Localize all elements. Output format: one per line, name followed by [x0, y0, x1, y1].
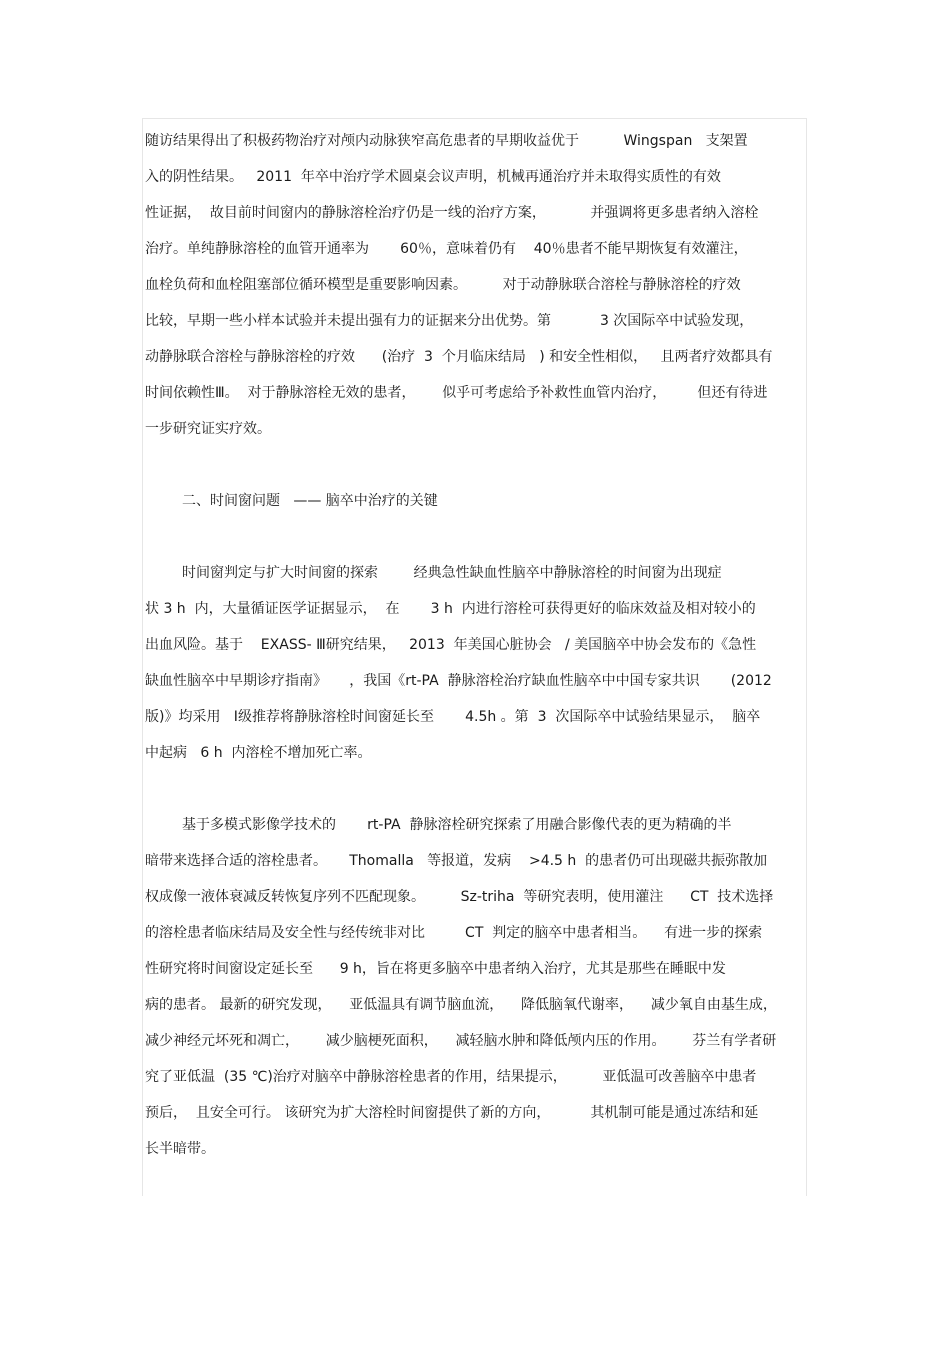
- paragraph-1-line: 一步研究证实疗效。: [145, 421, 271, 437]
- paragraph-1-line: 血栓负荷和血栓阻塞部位循环模型是重要影响因素。 对于动静脉联合溶栓与静脉溶栓的疗效: [145, 277, 741, 293]
- paragraph-3-line: 长半暗带。: [145, 1141, 215, 1157]
- paragraph-1-line: 随访结果得出了积极药物治疗对颅内动脉狭窄高危患者的早期收益优于 Wingspan 支架置: [145, 133, 748, 149]
- paragraph-3-line: 究了亚低温 (35 ℃)治疗对脑卒中静脉溶栓患者的作用，结果提示， 亚低温可改善脑卒中患者: [145, 1069, 757, 1085]
- paragraph-3-line: 权成像一液体衰减反转恢复序列不匹配现象。 Sz-triha 等研究表明，使用灌注 CT 技术选择: [145, 889, 774, 905]
- paragraph-1-line: 性证据， 故目前时间窗内的静脉溶栓治疗仍是一线的治疗方案， 并强调将更多患者纳入溶栓: [145, 205, 759, 221]
- paragraph-2-line: 缺血性脑卒中早期诊疗指南》 ，我国《rt-PA 静脉溶栓治疗缺血性脑卒中中国专家共识 (2012: [145, 673, 772, 689]
- paragraph-1-line: 动静脉联合溶栓与静脉溶栓的疗效 (治疗 3 个月临床结局 ) 和安全性相似， 且两者疗效都具有: [145, 349, 773, 365]
- paragraph-1-line: 时间依赖性Ⅲ。 对于静脉溶栓无效的患者， 似乎可考虑给予补救性血管内治疗， 但还有待进: [145, 385, 768, 401]
- paragraph-1-line: 治疗。单纯静脉溶栓的血管开通率为 60％，意味着仍有 40％患者不能早期恢复有效灌注，: [145, 241, 748, 257]
- paragraph-1-line: 比较，早期一些小样本试验并未提出强有力的证据来分出优势。第 3 次国际卒中试验发现，: [145, 313, 754, 329]
- paragraph-2-line: 状 3 h 内，大量循证医学证据显示， 在 3 h 内进行溶栓可获得更好的临床效益及相对较小的: [145, 601, 756, 617]
- paragraph-2-line: 时间窗判定与扩大时间窗的探索 经典急性缺血性脑卒中静脉溶栓的时间窗为出现症: [182, 565, 722, 581]
- paragraph-2-line: 中起病 6 h 内溶栓不增加死亡率。: [145, 745, 372, 761]
- paragraph-3-line: 减少神经元坏死和凋亡， 减少脑梗死面积， 减轻脑水肿和降低颅内压的作用。 芬兰有学者研: [145, 1033, 777, 1049]
- paragraph-3-line: 暗带来选择合适的溶栓患者。 Thomalla 等报道，发病 >4.5 h 的患者仍可出现磁共振弥散加: [145, 853, 768, 869]
- paragraph-2-line: 版)》均采用 Ⅰ级推荐将静脉溶栓时间窗延长至 4.5h 。第 3 次国际卒中试验结果显示， 脑卒: [145, 709, 761, 725]
- paragraph-3-line: 基于多模式影像学技术的 rt-PA 静脉溶栓研究探索了用融合影像代表的更为精确的半: [182, 817, 732, 833]
- section-heading: 二、时间窗问题 —— 脑卒中治疗的关键: [182, 493, 438, 509]
- paragraph-3-line: 预后， 且安全可行。 该研究为扩大溶栓时间窗提供了新的方向， 其机制可能是通过冻结和延: [145, 1105, 759, 1121]
- paragraph-3-line: 的溶栓患者临床结局及安全性与经传统非对比 CT 判定的脑卒中患者相当。 有进一步的探索: [145, 925, 763, 941]
- paragraph-1-line: 入的阴性结果。 2011 年卒中治疗学术圆桌会议声明，机械再通治疗并未取得实质性的有效: [145, 169, 721, 185]
- paragraph-2-line: 出血风险。基于 EXASS- Ⅲ研究结果， 2013 年美国心脏协会 / 美国脑卒中协会发布的《急性: [145, 637, 757, 653]
- paragraph-3-line: 性研究将时间窗设定延长至 9 h，旨在将更多脑卒中患者纳入治疗，尤其是那些在睡眠中发: [145, 961, 726, 977]
- paragraph-3-line: 病的患者。 最新的研究发现， 亚低温具有调节脑血流， 降低脑氧代谢率， 减少氧自由基生成，: [145, 997, 777, 1013]
